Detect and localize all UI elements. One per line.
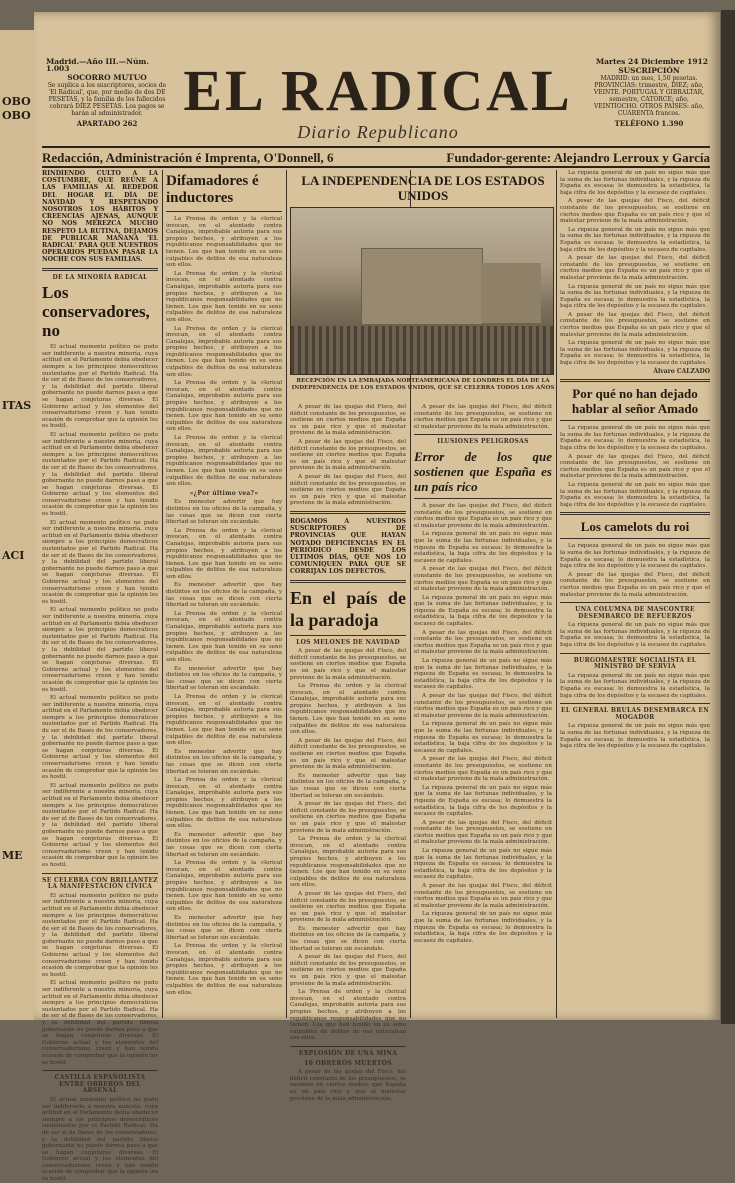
- article-body: Es menester advertir que hay distintos en los oficios de la campaña, y las cosas que se dicen con cierta libertad se toleran sin escándalo.: [166, 914, 282, 941]
- adjacent-page-edge: [0, 30, 38, 1020]
- column-5: [560, 170, 710, 1018]
- header-rule: [42, 146, 710, 148]
- article-body: La Prensa de orden y la clerical invocan, en el atentado contra Canalejas, improbable autoría para sus propios hechos, y atribuyen a los republicanos responsabilidades que no tienen. Los que han tenido en su seno culpables de delitos de esa naturaleza son ellos.: [166, 380, 282, 433]
- article-body: El actual momento político no pudo ser indiferente a nuestra minoría, cuya actitud en el Parlamento debía obedecer siempre a los principios democráticos sustentados por el Partido Radical. Ha de ser el de Bases de los conservadores, y la debilidad del partido liberal gobernante no puede darnos paso a que se hagan conjeturas diversas. El Gobierno actual y los elementos del conservadurismo creen y han tenido ocasión de comprobar que la opinión les es hostil.: [42, 607, 158, 693]
- article-body: La Prensa de orden y la clerical invocan, en el atentado contra Canalejas, improbable autoría para sus propios hechos, y atribuyen a los republicanos responsabilidades que no tienen. Los que han tenido en su seno culpables de delitos de esa naturaleza son ellos.: [166, 435, 282, 488]
- adjacent-page-word: ACI: [2, 549, 25, 562]
- article-body: La riqueza general de un país no sigue más que la suma de las fortunas individuales, y la riqueza de España es escasa; lo demuestra la estadística, la baja cifra de los depósitos y la escasez de capitales.: [560, 723, 710, 750]
- article-body: La Prensa de orden y la clerical invocan, en el atentado contra Canalejas, improbable autoría para sus propios hechos, y atribuyen a los republicanos responsabilidades que no tienen. Los que han tenido en su seno culpables de delitos de esa naturaleza son ellos.: [166, 610, 282, 663]
- adjacent-page-word: ITAS: [2, 399, 32, 412]
- article-body: El actual momento político no pudo ser indiferente a nuestra minoría, cuya actitud en el Parlamento debía obedecer siempre a los principios democráticos sustentados por el Partido Radical. Ha de ser el de Bases de los conservadores, y la debilidad del partido liberal gobernante no puede darnos paso a que se hagan conjeturas diversas. El Gobierno actual y los elementos del conservadurismo creen y han tenido ocasión de comprobar que la opinión les es hostil.: [42, 519, 158, 605]
- article-body: Es menester advertir que hay distintos en los oficios de la campaña, y las cosas que se dicen con cierta libertad se toleran sin escándalo.: [166, 831, 282, 858]
- article-body: La riqueza general de un país no sigue más que la suma de las fortunas individuales, y la riqueza de España es escasa; lo demuestra la estadística, la baja cifra de los depósitos y la escasez de capitales.: [560, 622, 710, 649]
- article-body: La riqueza general de un país no sigue más que la suma de las fortunas individuales, y la riqueza de España es escasa; lo demuestra la estadística, la baja cifra de los depósitos y la escasez de capitales.: [414, 531, 552, 564]
- left-box-title: SOCORRO MUTUO: [67, 73, 147, 82]
- article-body: El actual momento político no pudo ser indiferente a nuestra minoría, cuya actitud en el Parlamento debía obedecer siempre a los principios democráticos sustentados por el Partido Radical. Ha de ser el de Bases de los conservadores, y la debilidad del partido liberal gobernante no puede darnos paso a que se hagan conjeturas diversas. El Gobierno actual y los elementos del conservadurismo creen y han tenido ocasión de comprobar que la opinión les es hostil.: [42, 892, 158, 978]
- article-body: La Prensa de orden y la clerical invocan, en el atentado contra Canalejas, improbable autoría para sus propios hechos, y atribuyen a los republicanos responsabilidades que no tienen. Los que han tenido en su seno culpables de delitos de esa naturaleza son ellos.: [166, 325, 282, 378]
- column-divider: [162, 170, 163, 1018]
- headline-amado: Por qué no han dejado hablar al señor Amado: [571, 386, 699, 417]
- article-body: A pesar de las quejas del Fisco, del déficit constante de los presupuestos, se sostiene en ciertos medios que España es un país rico y que el malestar proviene de la mala administración.: [560, 571, 710, 598]
- article-body: Es menester advertir que hay distintos en los oficios de la campaña, y las cosas que se dicen con cierta libertad se toleran sin escándalo.: [166, 748, 282, 775]
- article-body: A pesar de las quejas del Fisco, del déficit constante de los presupuestos, se sostiene en ciertos medios que España es un país rico y que el malestar proviene de la mala administración.: [414, 693, 552, 719]
- section-label: UNA COLUMNA DE MASCONTRE DESEMBARCO DE REFUERZOS: [575, 606, 695, 620]
- header-left-box: [46, 58, 168, 127]
- article-body: A pesar de las quejas del Fisco, del déficit constante de los presupuestos, se sostiene en ciertos medios que España es un país rico y que el malestar proviene de la mala administración.: [414, 819, 552, 846]
- headline-independencia: LA INDEPENDENCIA DE LOS ESTADOS UNIDOS: [301, 173, 545, 203]
- column-divider: [556, 170, 557, 1018]
- article-body: La riqueza general de un país no sigue más que la suma de las fortunas individuales, y la riqueza de España es escasa; lo demuestra la estadística, la baja cifra de los depósitos y la escasez de capitales.: [414, 911, 552, 944]
- article-body: A pesar de las quejas del Fisco, del déficit constante de los presupuestos, se sostiene en ciertos medios que España es un país rico y que el malestar proviene de la mala administración.: [290, 737, 406, 771]
- subscription-text: MADRID: un mes, 1,50 pesetas. PROVINCIAS: trimestre, DIEZ; año, VEINTE. PORTUGAL Y GIBRALTAR, semestre, CATORCE; año, VEINTIOCHO. OTROS PAÍSES: año, CUARENTA francos.: [593, 75, 705, 117]
- article-body: La Prensa de orden y la clerical invocan, en el atentado contra Canalejas, improbable autoría para sus propios hechos, y atribuyen a los republicanos responsabilidades que no tienen. Los que han tenido en su seno culpables de delitos de esa naturaleza son ellos.: [166, 693, 282, 747]
- section-label: DE LA MINORÍA RADICAL: [52, 273, 148, 281]
- newspaper-page: [34, 12, 720, 1183]
- article-body: El actual momento político no pudo ser indiferente a nuestra minoría, cuya actitud en el Parlamento debía obedecer siempre a los principios democráticos sustentados por el Partido Radical. Ha de ser el de Bases de los conservadores, y la debilidad del partido liberal gobernante no puede darnos paso a que se hagan conjeturas diversas. El Gobierno actual y los elementos del conservadurismo creen y han tenido ocasión de comprobar que la opinión les es hostil.: [42, 695, 158, 781]
- issue-date: Martes 24 Diciembre 1912: [595, 57, 708, 66]
- section-label: EL GENERAL BRULAS DESEMBARCA EN MOGADOR: [560, 707, 710, 721]
- article-body: La Prensa de orden y la clerical invocan, en el atentado contra Canalejas, improbable autoría para sus propios hechos, y atribuyen a los republicanos responsabilidades que no tienen. Los que han tenido en su seno culpables de delitos de esa naturaleza son ellos.: [166, 777, 282, 830]
- article-body: A pesar de las quejas del Fisco, del déficit constante de los presupuestos, se sostiene en ciertos medios que España es un país rico y que el malestar proviene de la mala administración.: [414, 629, 552, 656]
- article-body: A pesar de las quejas del Fisco, del déficit constante de los presupuestos, se sostiene en ciertos medios que España es un país rico y que el malestar proviene de la mala administración.: [290, 648, 406, 681]
- left-box-text: Se suplica a los suscriptores, socios de 'El Radical', que, por medio de dos DE PESETAS, y la familia de los fallecidos cobrará DIEZ PESETAS. Los pagos se harán al administrador.: [47, 82, 167, 117]
- section-label: CASTILLA ESPAÑOLISTA ENTRE OBREROS DEL ARSENAL: [54, 1074, 146, 1095]
- article-body: La Prensa de orden y la clerical invocan, en el atentado contra Canalejas, improbable autoría para sus propios hechos, y atribuyen a los republicanos responsabilidades que no tienen. Los que han tenido en su seno culpables de delitos de esa naturaleza son ellos.: [166, 943, 282, 996]
- article-body: A pesar de las quejas del Fisco, del déficit constante de los presupuestos, se sostiene en ciertos medios que España es un país rico y que el malestar proviene de la mala administración.: [290, 890, 406, 924]
- article-body: La riqueza general de un país no sigue más que la suma de las fortunas individuales, y la riqueza de España es escasa; lo demuestra la estadística, la baja cifra de los depósitos y la escasez de capitales.: [414, 658, 552, 691]
- subscriber-notice: ROGAMOS A NUESTROS SUSCRIPTORES DE PROVINCIAS QUE HAYAN NOTADO DEFICIENCIAS EN EL PERIÓDICO DESDE LOS ÚLTIMOS DÍAS, QUE NOS LO COMUNIQUEN PARA QUE SE CORRIJAN LOS DEFECTOS.: [290, 517, 406, 576]
- masthead: [172, 60, 584, 142]
- article-body: A pesar de las quejas del Fisco, del déficit constante de los presupuestos, se sostiene en ciertos medios que España es un país rico y que el malestar proviene de la mala administración.: [414, 566, 552, 593]
- article-body: A pesar de las quejas del Fisco, del déficit constante de los presupuestos, se sostiene en ciertos medios que España es un país rico y que el malestar proviene de la mala administración.: [560, 198, 710, 225]
- article-body: La riqueza general de un país no sigue más que la suma de las fortunas individuales, y la riqueza de España es escasa; lo demuestra la estadística, la baja cifra de los depósitos y la escasez de capitales.: [560, 481, 710, 508]
- article-body: El actual momento político no pudo ser indiferente a nuestra minoría, cuya actitud en el Parlamento debía obedecer siempre a los principios democráticos sustentados por el Partido Radical. Ha de ser el de Bases de los conservadores, y la debilidad del partido liberal gobernante no puede darnos paso a que se hagan conjeturas diversas. El Gobierno actual y los elementos del conservadurismo creen y han tenido ocasión de comprobar que la opinión les es hostil.: [42, 431, 158, 518]
- article-body: A pesar de las quejas del Fisco, del déficit constante de los presupuestos, se sostiene en ciertos medios que España es un país rico y que el malestar proviene de la mala administración.: [414, 404, 552, 430]
- article-body: A pesar de las quejas del Fisco, del déficit constante de los presupuestos, se sostiene en ciertos medios que España es un país rico y que el malestar proviene de la mala administración.: [290, 801, 406, 834]
- christmas-notice: RINDIENDO CULTO A LA COSTUMBRE, QUE REÚNE A LAS FAMILIAS AL REDEDOR DEL HOGAR EL DÍA DE NAVIDAD Y RESPETANDO NOSOTROS LOS HÁBITOS Y CREENCIAS AJENAS, AUNQUE NO NOS MEREZCA MUCHO RESPETO LA RUTINA, DEJAMOS DE PUBLICAR MAÑANA 'EL RADICAL' PARA QUE NUESTROS OPERARIOS PUEDAN PASAR LA NOCHE CON SUS FAMILIAS.: [42, 170, 158, 264]
- adjacent-page-word: OBO: [2, 95, 31, 108]
- section-label: BURGOMAESTRE SOCIALISTA EL MINISTRO DE SERVIA: [573, 656, 697, 671]
- headline-conservadores: Los conservadores, no: [42, 283, 150, 341]
- article-body: Es menester advertir que hay distintos en los oficios de la campaña, y las cosas que se dicen con cierta libertad se toleran sin escándalo.: [290, 925, 406, 952]
- photo-story: [290, 170, 556, 402]
- article-body: La Prensa de orden y la clerical invocan, en el atentado contra Canalejas, improbable autoría para sus propios hechos, y atribuyen a los republicanos responsabilidades que no tienen. Los que han tenido en su seno culpables de delitos de esa naturaleza son ellos.: [290, 836, 406, 889]
- subscription-title: SUSCRIPCIÓN: [618, 66, 680, 75]
- article-body: La Prensa de orden y la clerical invocan, en el atentado contra Canalejas, improbable autoría para sus propios hechos, y atribuyen a los republicanos responsabilidades que no tienen. Los que han tenido en su seno culpables de delitos de esa naturaleza son ellos.: [290, 989, 406, 1042]
- article-body: La riqueza general de un país no sigue más que la suma de las fortunas individuales, y la riqueza de España es escasa; lo demuestra la estadística, la baja cifra de los depósitos y la escasez de capitales.: [560, 543, 710, 570]
- article-body: A pesar de las quejas del Fisco, del déficit constante de los presupuestos, se sostiene en ciertos medios que España es un país rico y que el malestar proviene de la mala administración.: [290, 438, 406, 472]
- article-body: A pesar de las quejas del Fisco, del déficit constante de los presupuestos, se sostiene en ciertos medios que España es un país rico y que el malestar proviene de la mala administración.: [290, 1069, 406, 1102]
- headline-camelots: Los camelots du roi: [580, 519, 690, 535]
- article-body: A pesar de las quejas del Fisco, del déficit constante de los presupuestos, se sostiene en ciertos medios que España es un país rico y que el malestar proviene de la mala administración.: [414, 756, 552, 783]
- admin-address: Redacción, Administración é Imprenta, O'Donnell, 6: [42, 150, 334, 165]
- newspaper-subtitle: Diario Republicano: [297, 122, 459, 142]
- photo-caption: RECEPCIÓN EN LA EMBAJADA NORTEAMERICANA DE LONDRES EL DÍA DE LA INDEPENDENCIA DE LOS ESTADOS UNIDOS, QUE SE CELEBRA TODOS LOS AÑOS: [291, 378, 555, 391]
- article-body: La Prensa de orden y la clerical invocan, en el atentado contra Canalejas, improbable autoría para sus propios hechos, y atribuyen a los republicanos responsabilidades que no tienen. Los que han tenido en su seno culpables de delitos de esa naturaleza son ellos.: [290, 683, 406, 736]
- author-signature: Álvaro CALZADO: [653, 367, 710, 375]
- article-body: La riqueza general de un país no sigue más que la suma de las fortunas individuales, y la riqueza de España es escasa; lo demuestra la estadística, la baja cifra de los depósitos y la escasez de capitales.: [414, 594, 552, 628]
- admin-rule: [42, 166, 710, 168]
- article-body: La Prensa de orden y la clerical invocan, en el atentado contra Canalejas, improbable autoría para sus propios hechos, y atribuyen a los republicanos responsabilidades que no tienen. Los que han tenido en su seno culpables de delitos de esa naturaleza son ellos.: [166, 527, 282, 580]
- article-body: La riqueza general de un país no sigue más que la suma de las fortunas individuales, y la riqueza de España es escasa; lo demuestra la estadística, la baja cifra de los depósitos y la escasez de capitales.: [560, 340, 710, 367]
- article-body: Es menester advertir que hay distintos en los oficios de la campaña, y las cosas que se dicen con cierta libertad se toleran sin escándalo.: [290, 772, 406, 799]
- subhead: «¿Por último vea?»: [189, 489, 259, 497]
- column-divider: [286, 170, 287, 1018]
- article-body: La riqueza general de un país no sigue más que la suma de las fortunas individuales, y la riqueza de España es escasa; lo demuestra la estadística, la baja cifra de los depósitos y la escasez de capitales.: [560, 226, 710, 253]
- admin-line: [42, 150, 710, 166]
- founder: Fundador-gerente: Alejandro Lerroux y García: [446, 150, 710, 165]
- article-body: La riqueza general de un país no sigue más que la suma de las fortunas individuales, y la riqueza de España es escasa; lo demuestra la estadística, la baja cifra de los depósitos y la escasez de capitales.: [560, 170, 710, 196]
- article-body: A pesar de las quejas del Fisco, del déficit constante de los presupuestos, se sostiene en ciertos medios que España es un país rico y que el malestar proviene de la mala administración.: [414, 502, 552, 529]
- article-body: El actual momento político no pudo ser indiferente a nuestra minoría, cuya actitud en el Parlamento debía obedecer siempre a los principios democráticos sustentados por el Partido Radical. Ha de ser el de Bases de los conservadores, y la debilidad del partido liberal gobernante no puede darnos paso a que se hagan conjeturas diversas. El Gobierno actual y los elementos del conservadurismo creen y han tenido ocasión de comprobar que la opinión les es hostil.: [42, 980, 158, 1066]
- article-body: Es menester advertir que hay distintos en los oficios de la campaña, y las cosas que se dicen con cierta libertad se toleran sin escándalo.: [166, 582, 282, 609]
- left-box-footer: APARTADO 262: [76, 119, 138, 128]
- telephone: TELÉFONO 1.390: [614, 119, 684, 128]
- article-body: La riqueza general de un país no sigue más que la suma de las fortunas individuales, y la riqueza de España es escasa; lo demuestra la estadística, la baja cifra de los depósitos y la escasez de capitales.: [414, 784, 552, 818]
- newspaper-title: EL RADICAL: [183, 58, 573, 123]
- article-body: A pesar de las quejas del Fisco, del déficit constante de los presupuestos, se sostiene en ciertos medios que España es un país rico y que el malestar proviene de la mala administración.: [290, 473, 406, 507]
- article-body: A pesar de las quejas del Fisco, del déficit constante de los presupuestos, se sostiene en ciertos medios que España es un país rico y que el malestar proviene de la mala administración.: [414, 883, 552, 909]
- subhead: LOS MELONES DE NAVIDAD: [296, 638, 400, 646]
- headline-error: Error de los que sostienen que España es un país rico: [414, 448, 552, 494]
- article-body: La Prensa de orden y la clerical invocan, en el atentado contra Canalejas, improbable autoría para sus propios hechos, y atribuyen a los republicanos responsabilidades que no tienen. Los que han tenido en su seno culpables de delitos de esa naturaleza son ellos.: [166, 860, 282, 913]
- article-body: A pesar de las quejas del Fisco, del déficit constante de los presupuestos, se sostiene en ciertos medios que España es un país rico y que el malestar proviene de la mala administración.: [560, 453, 710, 480]
- article-body: A pesar de las quejas del Fisco, del déficit constante de los presupuestos, se sostiene en ciertos medios que España es un país rico y que el malestar proviene de la mala administración.: [560, 255, 710, 281]
- subhead: 10 OBREROS MUERTOS: [304, 1059, 392, 1067]
- article-body: El actual momento político no pudo ser indiferente a nuestra minoría, cuya actitud en el Parlamento debía obedecer siempre a los principios democráticos sustentados por el Partido Radical. Ha de ser el de Bases de los conservadores, y la debilidad del partido liberal gobernante no puede darnos paso a que se hagan conjeturas diversas. El Gobierno actual y los elementos del conservadurismo creen y han tenido ocasión de comprobar que la opinión les es hostil.: [42, 782, 158, 868]
- embassy-photo: [290, 207, 554, 375]
- article-body: El actual momento político no pudo ser indiferente a nuestra minoría, cuya actitud en el Parlamento debía obedecer siempre a los principios democráticos sustentados por el Partido Radical. Ha de ser el de Bases de los conservadores, y la debilidad del partido liberal gobernante no puede darnos paso a que se hagan conjeturas diversas. El Gobierno actual y los elementos del conservadurismo creen y han tenido ocasión de comprobar que la opinión les es hostil.: [42, 344, 158, 430]
- article-body: La riqueza general de un país no sigue más que la suma de las fortunas individuales, y la riqueza de España es escasa; lo demuestra la estadística, la baja cifra de los depósitos y la escasez de capitales.: [560, 672, 710, 699]
- article-body: La riqueza general de un país no sigue más que la suma de las fortunas individuales, y la riqueza de España es escasa; lo demuestra la estadística, la baja cifra de los depósitos y la escasez de capitales.: [414, 848, 552, 881]
- column-1: [42, 170, 158, 1183]
- column-4: [414, 404, 552, 1018]
- column-3: [290, 404, 406, 1102]
- column-2: [166, 170, 282, 1018]
- headline-paradoja: En el país de la paradoja: [290, 587, 406, 630]
- article-body: La Prensa de orden y la clerical invocan, en el atentado contra Canalejas, improbable autoría para sus propios hechos, y atribuyen a los republicanos responsabilidades que no tienen. Los que han tenido en su seno culpables de delitos de esa naturaleza son ellos.: [166, 216, 282, 269]
- headline-difamadores: Difamadores é inductores: [166, 173, 259, 206]
- article-body: La riqueza general de un país no sigue más que la suma de las fortunas individuales, y la riqueza de España es escasa; lo demuestra la estadística, la baja cifra de los depósitos y la escasez de capitales.: [560, 425, 710, 451]
- adjacent-page-word: ME: [2, 849, 23, 862]
- article-body: Es menester advertir que hay distintos en los oficios de la campaña, y las cosas que se dicen con cierta libertad se toleran sin escándalo.: [166, 665, 282, 692]
- right-page-edge: [721, 10, 735, 1024]
- article-body: La riqueza general de un país no sigue más que la suma de las fortunas individuales, y la riqueza de España es escasa; lo demuestra la estadística, la baja cifra de los depósitos y la escasez de capitales.: [560, 283, 710, 310]
- subhead: EXPLOSIÓN DE UNA MINA: [298, 1049, 398, 1057]
- article-body: Es menester advertir que hay distintos en los oficios de la campaña, y las cosas que se dicen con cierta libertad se toleran sin escándalo.: [166, 499, 282, 526]
- subhead: ILUSIONES PELIGROSAS: [437, 438, 529, 446]
- article-body: A pesar de las quejas del Fisco, del déficit constante de los presupuestos, se sostiene en ciertos medios que España es un país rico y que el malestar proviene de la mala administración.: [290, 404, 406, 437]
- header-right-box: [590, 58, 708, 127]
- article-body: La Prensa de orden y la clerical invocan, en el atentado contra Canalejas, improbable autoría para sus propios hechos, y atribuyen a los republicanos responsabilidades que no tienen. Los que han tenido en su seno culpables de delitos de esa naturaleza son ellos.: [166, 270, 282, 323]
- adjacent-page-word: OBO: [2, 109, 31, 122]
- article-body: A pesar de las quejas del Fisco, del déficit constante de los presupuestos, se sostiene en ciertos medios que España es un país rico y que el malestar proviene de la mala administración.: [560, 311, 710, 338]
- issue-date-number: Madrid.—Año III.—Núm. 1.003: [46, 57, 149, 73]
- article-body: A pesar de las quejas del Fisco, del déficit constante de los presupuestos, se sostiene en ciertos medios que España es un país rico y que el malestar proviene de la mala administración.: [290, 954, 406, 987]
- section-label: SE CELEBRA CON BRILLANTEZ LA MANIFESTACIÓN CÍVICA: [42, 876, 158, 891]
- article-body: El actual momento político no pudo ser indiferente a nuestra minoría, cuya actitud en el Parlamento debía obedecer siempre a los principios democráticos sustentados por el Partido Radical. Ha de ser el de Bases de los conservadores, y la debilidad del partido liberal gobernante no puede darnos paso a que se hagan conjeturas diversas. El Gobierno actual y los elementos del conservadurismo creen y han tenido ocasión de comprobar que la opinión les es hostil.: [42, 1096, 158, 1183]
- article-body: La riqueza general de un país no sigue más que la suma de las fortunas individuales, y la riqueza de España es escasa; lo demuestra la estadística, la baja cifra de los depósitos y la escasez de capitales.: [414, 721, 552, 754]
